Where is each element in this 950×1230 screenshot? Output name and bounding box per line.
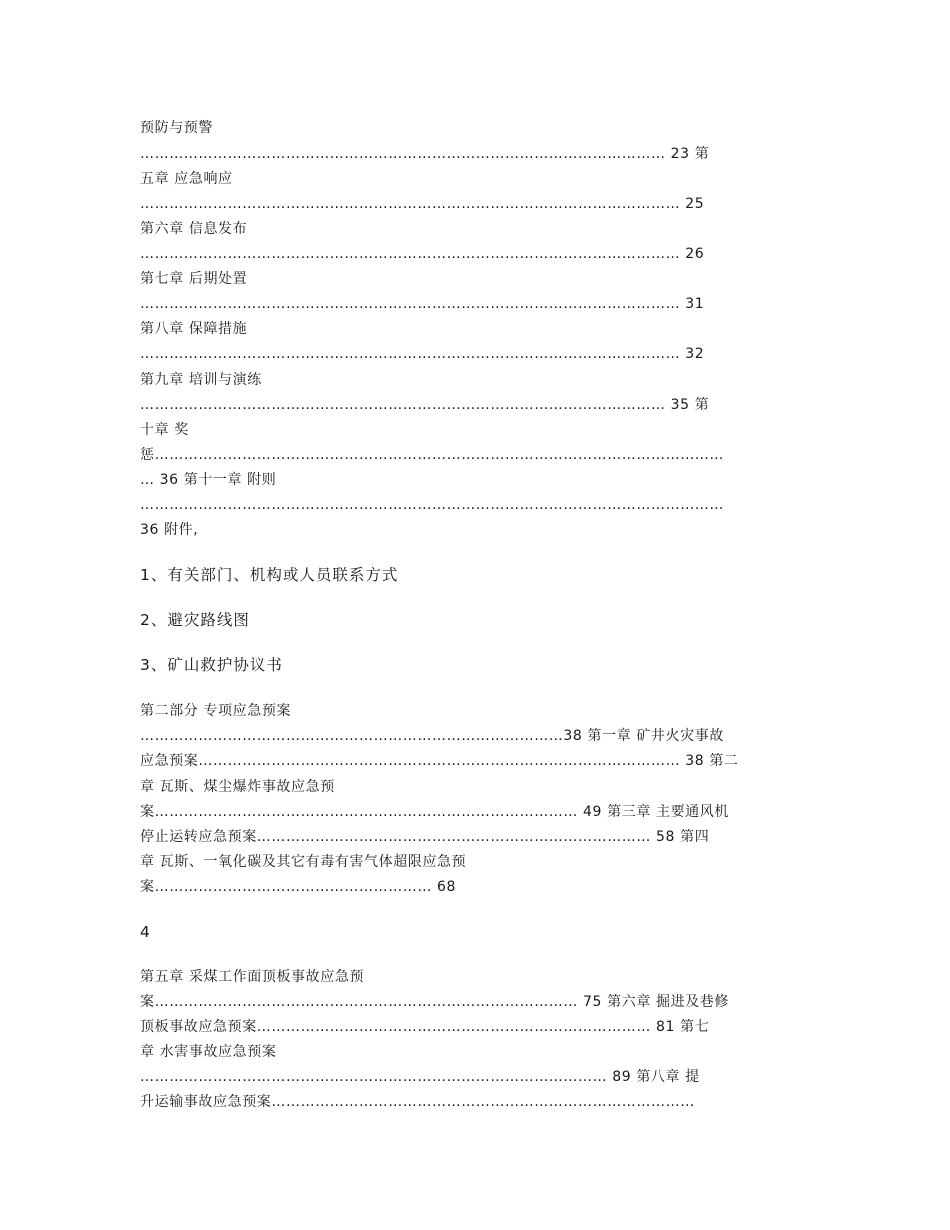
toc-line: … 36 第十一章 附则: [140, 472, 277, 488]
toc-line: 十章 奖: [140, 422, 189, 438]
toc-line: 第八章 保障措施: [140, 321, 248, 337]
toc-line: ………………………………………………………………………………………………… 26: [140, 246, 705, 262]
toc-line: ……………………………………………………………………………………………… 35 第: [140, 397, 710, 413]
toc-line: 章 瓦斯、一氧化碳及其它有毒有害气体超限应急预: [140, 854, 467, 870]
toc-line: 第九章 培训与演练: [140, 372, 262, 388]
toc-line: 第六章 信息发布: [140, 221, 248, 237]
page-number: 4: [140, 923, 151, 941]
toc-line: 升运输事故应急预案……………………………………………………………………………: [140, 1094, 695, 1110]
toc-line: ………………………………………………………………………………………………… 25: [140, 196, 705, 212]
toc-line: …………………………………………………………………………………………………………: [140, 497, 724, 513]
toc-line: 36 附件,: [140, 522, 199, 538]
toc-line: 案…………………………………………………………………………… 75 第六章 掘进及巷修: [140, 994, 729, 1010]
toc-line: ………………………………………………………………………………………………… 32: [140, 346, 705, 362]
toc-line: 顶板事故应急预案……………………………………………………………………… 81 第七: [140, 1019, 710, 1035]
toc-line: 应急预案……………………………………………………………………………………… 38 第二: [140, 753, 739, 769]
toc-line: 案…………………………………………………………………………… 49 第三章 主要通风机: [140, 804, 729, 820]
toc-line: ……………………………………………………………………………………………… 23 第: [140, 146, 710, 162]
toc-line: 章 瓦斯、煤尘爆炸事故应急预: [140, 779, 335, 795]
appendix-item: 3、矿山救护协议书: [140, 656, 283, 674]
toc-line: 第五章 采煤工作面顶板事故应急预: [140, 969, 365, 985]
toc-line: 惩………………………………………………………………………………………………………: [140, 447, 724, 463]
toc-line: 章 水害事故应急预案: [140, 1044, 277, 1060]
toc-line: 停止运转应急预案……………………………………………………………………… 58 第四: [140, 829, 710, 845]
appendix-item: 2、避灾路线图: [140, 611, 250, 629]
section-heading: 第二部分 专项应急预案: [140, 703, 292, 719]
toc-line: 五章 应急响应: [140, 171, 233, 187]
appendix-item: 1、有关部门、机构或人员联系方式: [140, 566, 399, 584]
toc-line: 案………………………………………………… 68: [140, 879, 457, 895]
toc-line: …………………………………………………………………………………… 89 第八章 提: [140, 1069, 700, 1085]
toc-line: ………………………………………………………………………………………………… 31: [140, 296, 705, 312]
toc-line: 预防与预警: [140, 120, 213, 136]
toc-line: 第七章 后期处置: [140, 271, 248, 287]
toc-line: ……………………………………………………………………………38 第一章 矿井火灾事故: [140, 728, 724, 744]
